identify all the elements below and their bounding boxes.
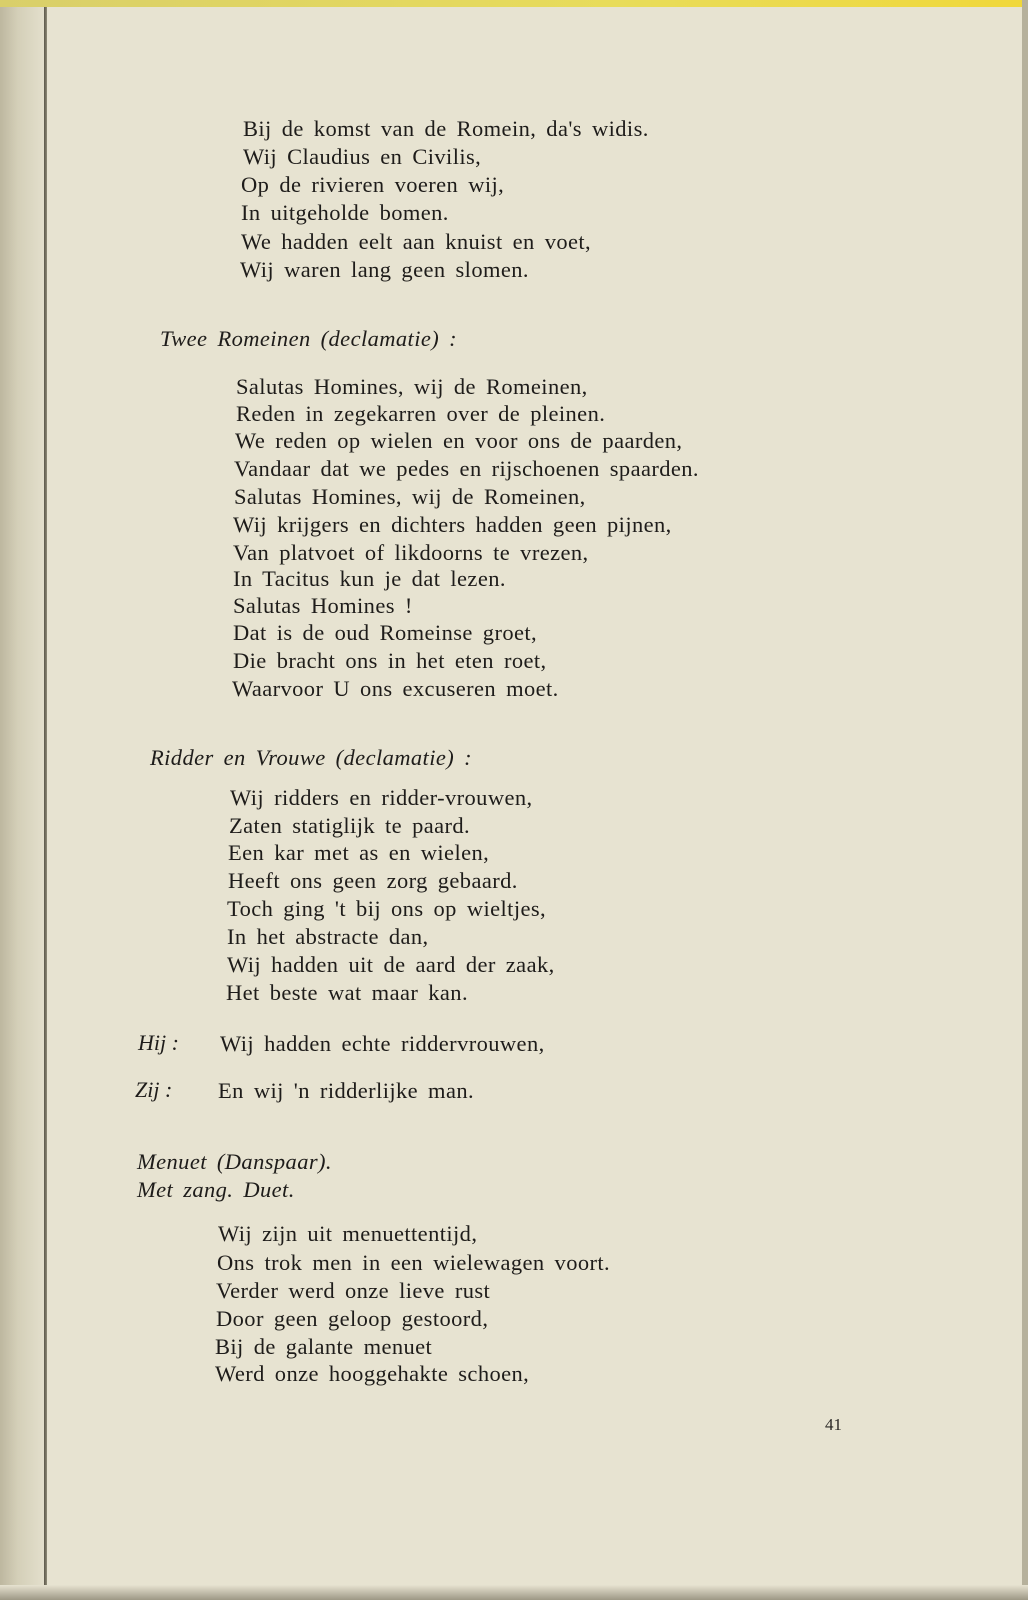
verse-line: Salutas Homines, wij de Romeinen,	[234, 484, 586, 509]
verse-line: Salutas Homines, wij de Romeinen,	[236, 374, 588, 399]
verse-line: Toch ging 't bij ons op wieltjes,	[227, 896, 547, 921]
verse-line: Het beste wat maar kan.	[226, 980, 468, 1005]
speaker-label: Hij :	[138, 1030, 179, 1055]
book-spine	[0, 0, 44, 1600]
verse-line: Op de rivieren voeren wij,	[241, 172, 505, 197]
verse-line: Wij waren lang geen slomen.	[240, 257, 529, 282]
section-heading-romeinen: Twee Romeinen (declamatie) :	[160, 326, 458, 351]
verse-line: Wij ridders en ridder-vrouwen,	[230, 785, 533, 810]
verse-line: Van platvoet of likdoorns te vrezen,	[233, 540, 589, 565]
verse-line: Wij Claudius en Civilis,	[243, 144, 482, 169]
section-heading-menuet: Menuet (Danspaar).	[137, 1149, 332, 1174]
section-heading-ridder: Ridder en Vrouwe (declamatie) :	[150, 745, 473, 770]
verse-line: Verder werd onze lieve rust	[216, 1278, 491, 1303]
verse-line: Wij zijn uit menuettentijd,	[218, 1221, 478, 1246]
dialogue-line: Wij hadden echte riddervrouwen,	[220, 1031, 545, 1056]
verse-line: Vandaar dat we pedes en rijschoenen spaarden.	[234, 456, 699, 481]
verse-line: Wij krijgers en dichters hadden geen pijnen,	[233, 512, 672, 537]
dialogue-line: En wij 'n ridderlijke man.	[218, 1078, 475, 1103]
bottom-page-edge	[0, 1585, 1028, 1600]
verse-line: Bij de komst van de Romein, da's widis.	[243, 116, 649, 141]
verse-line: In het abstracte dan,	[227, 924, 429, 949]
page-number: 41	[825, 1415, 842, 1434]
verse-line: In uitgeholde bomen.	[241, 200, 449, 225]
verse-line: Reden in zegekarren over de pleinen.	[236, 401, 606, 426]
verse-line: Dat is de oud Romeinse groet,	[233, 620, 538, 645]
speaker-label: Zij :	[135, 1077, 173, 1102]
verse-line: Wij hadden uit de aard der zaak,	[227, 952, 555, 977]
verse-line: Die bracht ons in het eten roet,	[233, 648, 547, 673]
right-page-edge	[1022, 0, 1028, 1600]
verse-line: Door geen geloop gestoord,	[216, 1306, 489, 1331]
verse-line: Waarvoor U ons excuseren moet.	[232, 676, 559, 701]
section-subheading-menuet: Met zang. Duet.	[137, 1177, 295, 1202]
verse-line: Salutas Homines !	[233, 593, 413, 618]
verse-line: Zaten statiglijk te paard.	[229, 813, 471, 838]
verse-line: Werd onze hooggehakte schoen,	[215, 1361, 530, 1386]
verse-line: We reden op wielen en voor ons de paarden,	[235, 428, 683, 453]
top-page-edge	[0, 0, 1028, 7]
verse-line: Een kar met as en wielen,	[228, 840, 490, 865]
verse-line: Heeft ons geen zorg gebaard.	[228, 868, 518, 893]
verse-line: In Tacitus kun je dat lezen.	[233, 566, 506, 591]
page-gutter	[44, 0, 47, 1600]
verse-line: We hadden eelt aan knuist en voet,	[241, 229, 592, 254]
verse-line: Bij de galante menuet	[215, 1334, 433, 1359]
verse-line: Ons trok men in een wielewagen voort.	[217, 1250, 611, 1275]
